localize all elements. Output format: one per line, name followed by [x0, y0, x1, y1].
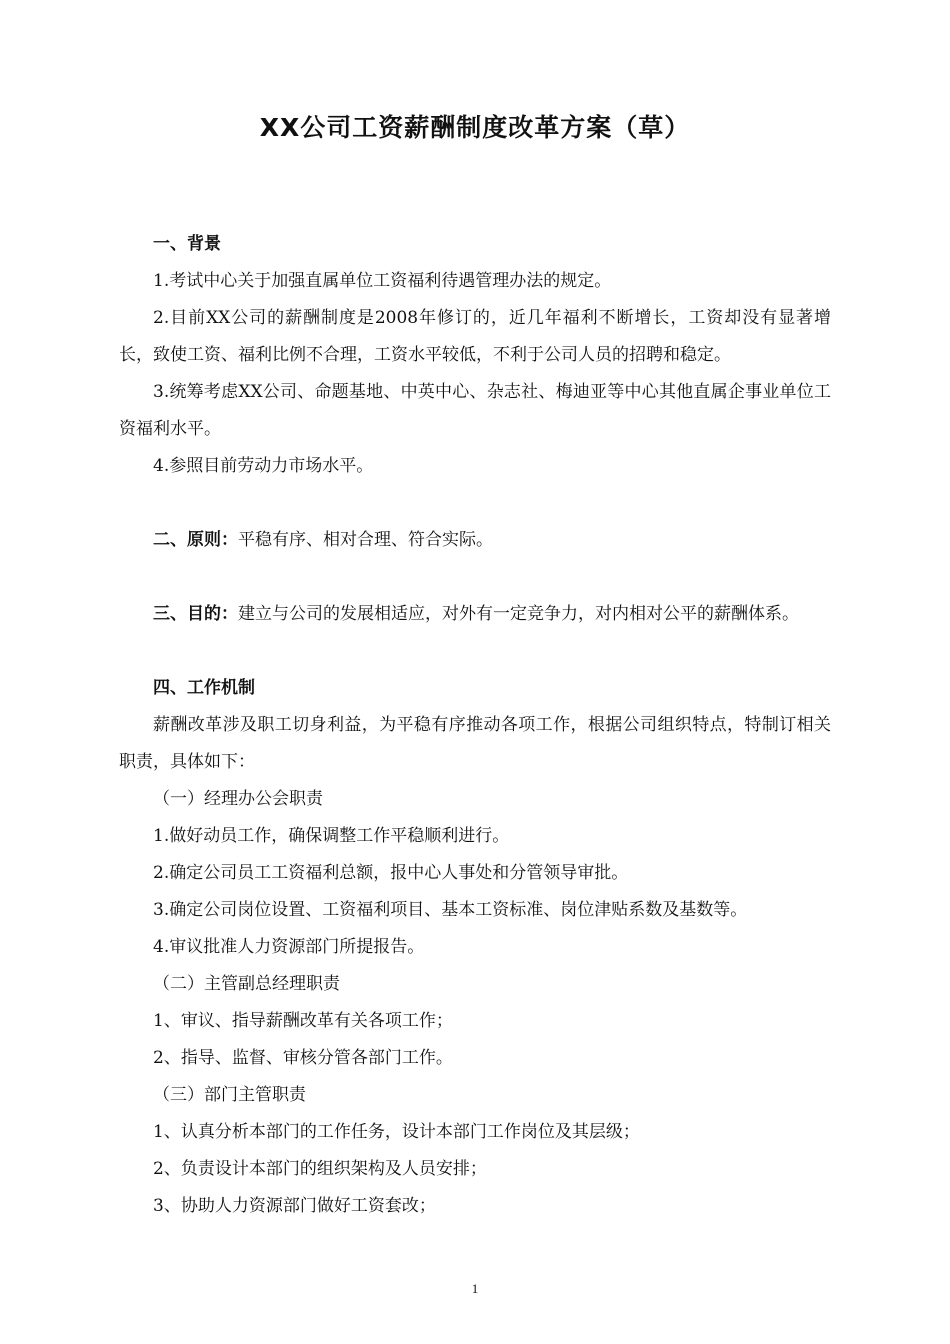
principle-text: 平稳有序、相对合理、符合实际。 — [238, 530, 493, 550]
background-item: 1.考试中心关于加强直属单位工资福利待遇管理办法的规定。 — [153, 271, 612, 291]
section-heading-principle: 二、原则： — [153, 530, 238, 550]
background-item: 3.统筹考虑XX公司、命题基地、中英中心、杂志社、梅迪亚等中心其他直属企事业单位工资福利水平。 — [119, 382, 831, 439]
background-item: 2.目前XX公司的薪酬制度是2008年修订的，近几年福利不断增长，工资却没有显著增长，致使工资、福利比例不合理，工资水平较低，不利于公司人员的招聘和稳定。 — [119, 308, 831, 365]
section-heading-background: 一、背景 — [153, 234, 221, 254]
section-heading-mechanism: 四、工作机制 — [153, 678, 255, 698]
background-item: 4.参照目前劳动力市场水平。 — [153, 456, 374, 476]
purpose-text: 建立与公司的发展相适应，对外有一定竞争力，对内相对公平的薪酬体系。 — [238, 604, 799, 624]
manager-office-item: 1.做好动员工作，确保调整工作平稳顺利进行。 — [153, 826, 510, 846]
dept-head-item: 2、负责设计本部门的组织架构及人员安排； — [153, 1159, 487, 1179]
subsection-heading-manager-office: （一）经理办公会职责 — [153, 789, 323, 809]
deputy-gm-item: 1、审议、指导薪酬改革有关各项工作； — [153, 1011, 453, 1031]
manager-office-item: 4.审议批准人力资源部门所提报告。 — [153, 937, 425, 957]
section-heading-purpose: 三、目的： — [153, 604, 238, 624]
subsection-heading-deputy-gm: （二）主管副总经理职责 — [153, 974, 340, 994]
dept-head-item: 1、认真分析本部门的工作任务，设计本部门工作岗位及其层级； — [153, 1122, 640, 1142]
subsection-heading-dept-head: （三）部门主管职责 — [153, 1085, 306, 1105]
manager-office-item: 3.确定公司岗位设置、工资福利项目、基本工资标准、岗位津贴系数及基数等。 — [153, 900, 748, 920]
manager-office-item: 2.确定公司员工工资福利总额，报中心人事处和分管领导审批。 — [153, 863, 629, 883]
document-body — [119, 226, 831, 1225]
principle-paragraph — [119, 522, 831, 559]
document-title: XX公司工资薪酬制度改革方案（草） — [259, 113, 691, 142]
mechanism-intro: 薪酬改革涉及职工切身利益，为平稳有序推动各项工作，根据公司组织特点，特制订相关职责，具体如下： — [119, 715, 831, 772]
purpose-paragraph — [119, 596, 831, 633]
dept-head-item: 3、协助人力资源部门做好工资套改； — [153, 1196, 436, 1216]
page-number: 1 — [471, 1281, 479, 1296]
deputy-gm-item: 2、指导、监督、审核分管各部门工作。 — [153, 1048, 453, 1068]
